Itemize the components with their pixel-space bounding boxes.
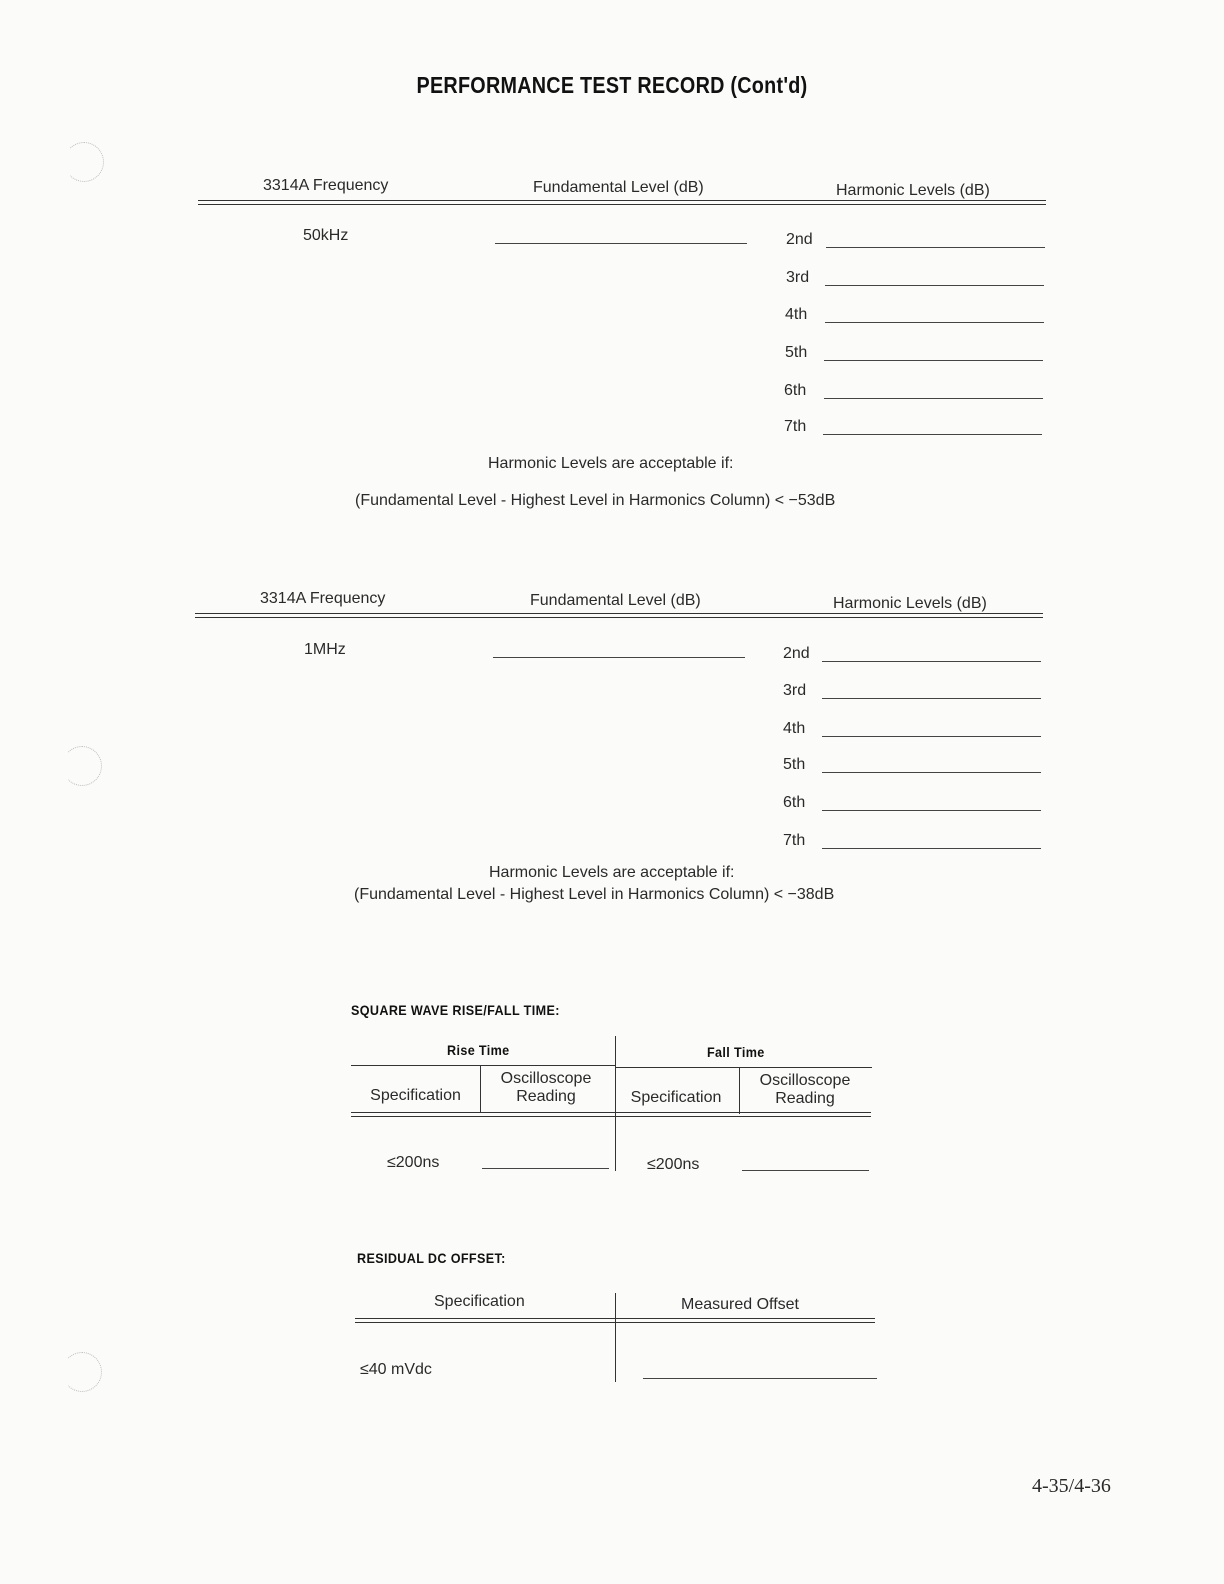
harmonic-entry-4th[interactable] xyxy=(822,736,1041,737)
header-frequency: 3314A Frequency xyxy=(260,590,386,607)
harmonic-label-6th: 6th xyxy=(783,794,806,811)
harmonic-label-6th: 6th xyxy=(784,382,807,399)
frequency-value: 1MHz xyxy=(304,641,346,658)
punch-hole-middle xyxy=(62,746,102,786)
rise-reading-entry[interactable] xyxy=(482,1168,609,1169)
fall-header-rule xyxy=(616,1067,872,1068)
harmonic-label-4th: 4th xyxy=(785,306,808,323)
acceptance-criteria-formula: (Fundamental Level - Highest Level in Harmonics Column) < −38dB xyxy=(354,886,835,903)
harmonic-label-5th: 5th xyxy=(783,756,806,773)
acceptance-criteria-formula: (Fundamental Level - Highest Level in Harmonics Column) < −53dB xyxy=(355,492,836,509)
dc-column-divider xyxy=(615,1293,616,1382)
rise-spec-value: ≤200ns xyxy=(387,1154,440,1171)
page-title: PERFORMANCE TEST RECORD (Cont'd) xyxy=(416,72,808,98)
frequency-value: 50kHz xyxy=(303,227,349,244)
harmonic-label-3rd: 3rd xyxy=(783,682,807,699)
header-harmonics: Harmonic Levels (dB) xyxy=(836,182,990,199)
punch-hole-top xyxy=(64,142,104,182)
harmonic-entry-7th[interactable] xyxy=(822,848,1041,849)
harmonic-label-2nd: 2nd xyxy=(783,645,810,662)
harmonic-label-3rd: 3rd xyxy=(786,269,810,286)
harmonic-entry-6th[interactable] xyxy=(824,398,1043,399)
header-rule xyxy=(198,200,1046,205)
header-fundamental: Fundamental Level (dB) xyxy=(530,592,701,609)
header-measured-offset: Measured Offset xyxy=(681,1296,799,1313)
section-title-square-wave: SQUARE WAVE RISE/FALL TIME: xyxy=(351,1002,560,1018)
rise-header-rule xyxy=(351,1065,615,1066)
fall-osc-header-line1: Oscilloscope xyxy=(759,1072,851,1089)
rise-osc-header-line2: Reading xyxy=(516,1088,576,1105)
acceptance-criteria-heading: Harmonic Levels are acceptable if: xyxy=(488,455,734,472)
header-fall-time: Fall Time xyxy=(707,1044,765,1060)
punch-hole-bottom xyxy=(62,1352,102,1392)
header-frequency: 3314A Frequency xyxy=(263,177,389,194)
header-specification: Specification xyxy=(434,1293,525,1310)
harmonic-label-4th: 4th xyxy=(783,720,806,737)
fall-spec-value: ≤200ns xyxy=(647,1156,700,1173)
harmonic-entry-3rd[interactable] xyxy=(822,698,1041,699)
fall-spec-header: Specification xyxy=(630,1089,722,1106)
page-number: 4-35/4-36 xyxy=(1032,1475,1111,1497)
acceptance-criteria-heading: Harmonic Levels are acceptable if: xyxy=(489,864,735,881)
harmonic-label-2nd: 2nd xyxy=(786,231,813,248)
harmonic-entry-2nd[interactable] xyxy=(822,661,1041,662)
fall-reading-entry[interactable] xyxy=(742,1170,869,1171)
dc-header-rule xyxy=(355,1318,875,1323)
harmonic-entry-3rd[interactable] xyxy=(825,285,1044,286)
header-rise-time: Rise Time xyxy=(447,1042,510,1058)
harmonic-entry-7th[interactable] xyxy=(823,434,1042,435)
header-fundamental: Fundamental Level (dB) xyxy=(533,179,704,196)
header-harmonics: Harmonic Levels (dB) xyxy=(833,595,987,612)
fall-osc-header-line2: Reading xyxy=(775,1090,835,1107)
fundamental-entry-line[interactable] xyxy=(493,657,745,658)
header-rule xyxy=(195,613,1043,618)
square-wave-header-rule xyxy=(351,1112,871,1117)
rise-spec-header: Specification xyxy=(370,1087,461,1104)
section-title-dc-offset: RESIDUAL DC OFFSET: xyxy=(357,1250,506,1266)
harmonic-label-7th: 7th xyxy=(784,418,807,435)
harmonic-entry-6th[interactable] xyxy=(822,810,1041,811)
measured-offset-entry[interactable] xyxy=(643,1378,877,1379)
rise-osc-header-line1: Oscilloscope xyxy=(500,1070,592,1087)
fundamental-entry-line[interactable] xyxy=(495,243,747,244)
harmonic-entry-5th[interactable] xyxy=(824,360,1043,361)
harmonic-label-5th: 5th xyxy=(785,344,808,361)
harmonic-entry-2nd[interactable] xyxy=(826,247,1045,248)
dc-spec-value: ≤40 mVdc xyxy=(360,1361,432,1378)
harmonic-label-7th: 7th xyxy=(783,832,806,849)
harmonic-entry-5th[interactable] xyxy=(822,772,1041,773)
harmonic-entry-4th[interactable] xyxy=(825,322,1044,323)
